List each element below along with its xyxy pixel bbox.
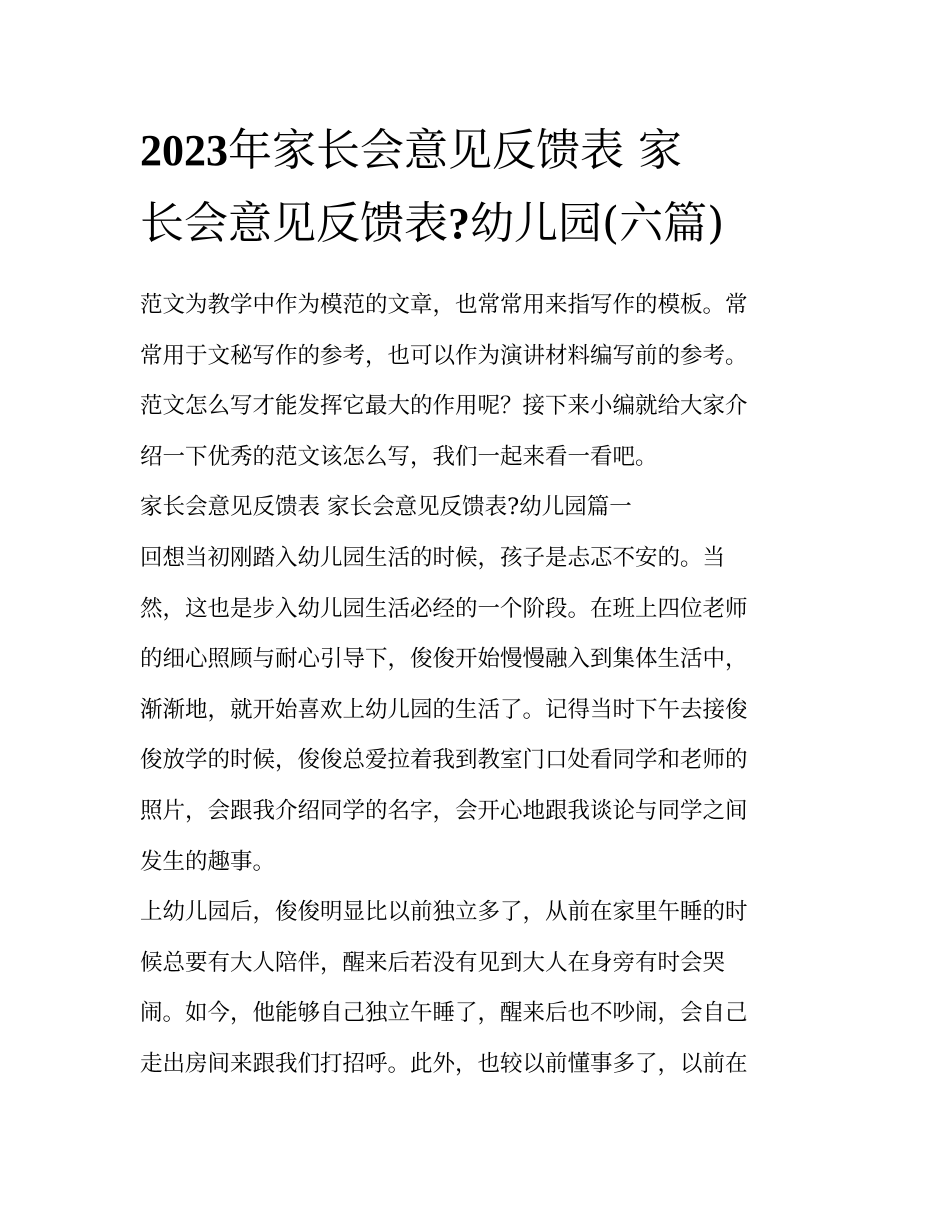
- body-line: 照片，会跟我介绍同学的名字，会开心地跟我谈论与同学之间: [140, 797, 748, 824]
- body-line: 绍一下优秀的范文该怎么写，我们一起来看一看吧。: [140, 443, 658, 470]
- body-line: 常用于文秘写作的参考，也可以作为演讲材料编写前的参考。: [140, 342, 748, 369]
- title-line-2: [140, 187, 820, 260]
- body-line: 范文怎么写才能发挥它最大的作用呢？接下来小编就给大家介: [140, 393, 748, 420]
- body-line: 俊放学的时候，俊俊总爱拉着我到教室门口处看同学和老师的: [140, 747, 748, 774]
- body-line: 发生的趣事。: [140, 848, 276, 875]
- document-title: [140, 114, 820, 260]
- section-heading: 家长会意见反馈表 家长会意见反馈表?幼儿园篇一: [140, 494, 632, 521]
- title-question-mark: ?: [448, 199, 470, 248]
- body-line: 上幼儿园后，俊俊明显比以前独立多了，从前在家里午睡的时: [140, 899, 748, 926]
- title-line-1: [140, 114, 820, 187]
- body-line: 走出房间来跟我们打招呼。此外，也较以前懂事多了，以前在: [140, 1050, 748, 1077]
- body-line: 回想当初刚踏入幼儿园生活的时候，孩子是忐忑不安的。当: [140, 544, 726, 571]
- document-body: [140, 280, 820, 1090]
- body-line: 的细心照顾与耐心引导下，俊俊开始慢慢融入到集体生活中，: [140, 646, 748, 673]
- title-line-2-text-a: 长会意见反馈表: [140, 198, 448, 249]
- title-line-2-text-b: 幼儿园(六篇): [470, 198, 725, 249]
- title-line-1-text: 年家长会意见反馈表 家: [228, 125, 682, 176]
- title-year: 2023: [140, 126, 228, 175]
- body-line: 闹。如今，他能够自己独立午睡了，醒来后也不吵闹，会自己: [140, 1000, 748, 1027]
- body-line: 范文为教学中作为模范的文章，也常常用来指写作的模板。常: [140, 292, 748, 318]
- body-line: 然，这也是步入幼儿园生活必经的一个阶段。在班上四位老师: [140, 595, 748, 622]
- body-line: 渐渐地，就开始喜欢上幼儿园的生活了。记得当时下午去接俊: [140, 696, 748, 723]
- body-line: 候总要有大人陪伴，醒来后若没有见到大人在身旁有时会哭: [140, 949, 726, 976]
